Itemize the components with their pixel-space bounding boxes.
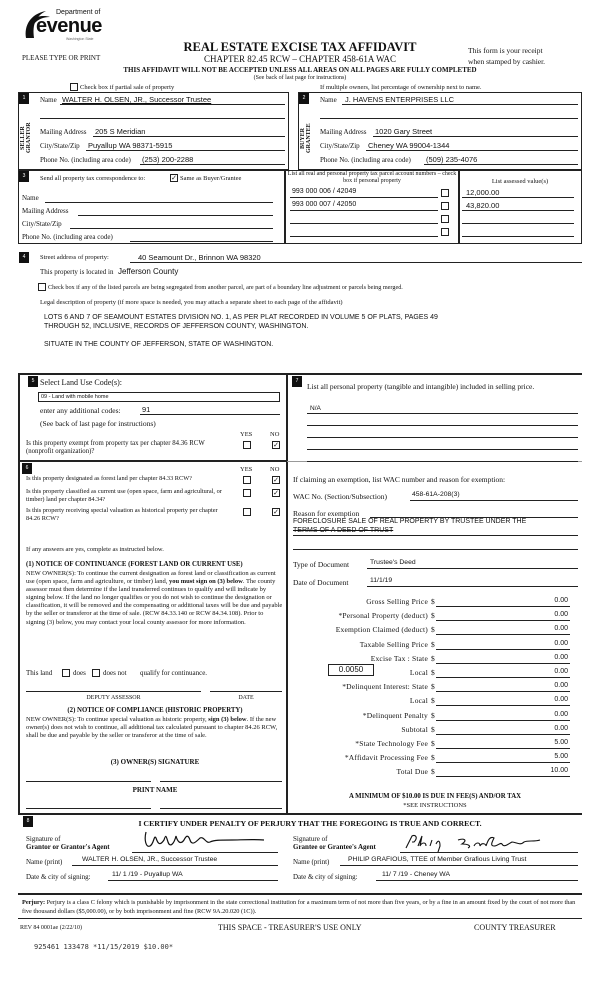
tax-row-line	[436, 734, 570, 735]
tax-row-line	[436, 705, 570, 706]
grantor-sig-label-1: Signature of	[26, 835, 61, 843]
perjury-bottom-rule	[18, 918, 582, 919]
certify-top-rule	[18, 813, 582, 815]
street-field[interactable]: 40 Seamount Dr., Brinnon WA 98320	[138, 253, 261, 262]
tax-row-value[interactable]: 0.00	[554, 724, 568, 732]
seller-name-label: Name	[40, 96, 57, 104]
tax-row-label: *Personal Property (deduct)	[338, 611, 428, 621]
deputy-assessor-label: DEPUTY ASSESSOR	[86, 695, 141, 701]
tax-row-value[interactable]: 0.00	[554, 597, 568, 604]
exempt-question: Is this property exempt from property tax per chapter 84.36 RCW (nonprofit organization)?	[26, 440, 205, 455]
buyer-city-label: City/State/Zip	[320, 142, 360, 150]
reason-line-2	[293, 549, 578, 550]
buyer-mailing-label: Mailing Address	[320, 128, 367, 136]
assessed-value-line	[462, 236, 574, 237]
tax-row-value[interactable]: 0.00	[554, 639, 568, 647]
tax-row-line	[436, 762, 570, 763]
section-6-yes-checkbox[interactable]	[243, 489, 251, 497]
deputy-assessor-line[interactable]	[26, 691, 201, 692]
treasurer-space: THIS SPACE - TREASURER'S USE ONLY	[218, 923, 362, 932]
tax-row-line	[436, 720, 570, 721]
grantee-signature[interactable]	[402, 832, 552, 852]
s6-yes-header: YES	[240, 466, 253, 473]
additional-codes-field[interactable]: 91	[142, 405, 151, 414]
warning-banner: THIS AFFIDAVIT WILL NOT BE ACCEPTED UNLESS ALL AREAS ON ALL PAGES ARE FULLY COMPLETED	[123, 66, 477, 74]
receipt-note-2: when stamped by cashier.	[468, 57, 546, 66]
tax-row-line	[436, 663, 570, 664]
buyer-side-text-1: BUYER	[300, 127, 306, 149]
buyer-name-line	[342, 104, 578, 105]
buyer-name-label: Name	[320, 96, 337, 104]
tax-row-label: Total Due	[396, 767, 428, 777]
section-6-no-checkbox[interactable]: ✓	[273, 476, 279, 484]
does-checkbox[interactable]	[62, 669, 70, 677]
exempt-yes-checkbox[interactable]	[243, 441, 251, 449]
corr-phone-field[interactable]	[130, 241, 273, 242]
notice2-text-bold: sign (3) below	[208, 716, 247, 723]
tax-row-value[interactable]: 0.00	[554, 653, 568, 661]
tax-row-value[interactable]: 0.00	[554, 668, 568, 675]
lower-top-rule	[18, 373, 582, 375]
section-5-badge: 5	[28, 376, 38, 387]
corr-city-label: City/State/Zip	[22, 220, 62, 228]
notice2-text-b: . If the new owner(s) does not wish to continue, all additional tax calculated pursuant to chapter 84.26 RCW, shall be due and payable by the seller or transferor at the time of sale.	[26, 716, 278, 739]
personal-property-checkbox[interactable]	[441, 189, 449, 197]
land-use-label: Select Land Use Code(s):	[40, 378, 122, 387]
personal-property-line	[307, 425, 578, 426]
section-6-no-checkbox[interactable]: ✓	[273, 508, 279, 516]
multiple-owners-note: If multiple owners, list percentage of ownership next to name.	[320, 84, 482, 91]
seller-side-text-1: SELLER	[20, 126, 26, 150]
grantor-name-line	[72, 865, 278, 866]
grantor-signature[interactable]	[140, 826, 270, 852]
grantee-name-line	[340, 865, 578, 866]
buyer-side-text-2: GRANTEE	[306, 123, 312, 153]
grantor-date-label: Date & city of signing:	[26, 873, 91, 881]
section-6-question: Is this property receiving special valuation as historical property per chapter 84.26 RCW?	[26, 507, 218, 522]
parcel-number[interactable]: 993 000 007 / 42050	[292, 201, 357, 208]
grantee-name-label: Name (print)	[293, 858, 330, 866]
same-as-buyer-checkbox[interactable]: ✓	[171, 174, 177, 182]
print-name-line-2[interactable]	[160, 808, 282, 809]
perjury-text: Perjury is a class C felony which is punishable by imprisonment in the state correctional institution for a maximum term of not more than five years, or by a fine in an amount fixed by the court of not more than five thousand dollars ($5,000.00), or by both imprisonment and fine (RCW 9A.20.020 (1C)).	[22, 899, 576, 915]
tax-row-line	[436, 677, 570, 678]
currency-symbol: $	[431, 682, 435, 692]
tax-row-line	[436, 634, 570, 635]
lower-center-divider	[286, 373, 288, 813]
grantee-date-line	[376, 880, 578, 881]
located-label: This property is located in	[40, 268, 114, 276]
street-label: Street address of property:	[40, 254, 109, 261]
grantee-date-field[interactable]: 11/ 7 /19 - Cheney WA	[382, 871, 451, 878]
segregated-label: Check box if any of the listed parcels are being segregated from another parcel, are part of a boundary line adjustment or parcels being merged.	[48, 284, 403, 291]
grantee-sig-label-2: Grantee or Grantee's Agent	[293, 843, 376, 851]
tax-row-line	[436, 691, 570, 692]
section-3-badge: 3	[19, 171, 29, 182]
corr-mailing-field[interactable]	[78, 215, 273, 216]
personal-property-entry[interactable]: N/A	[310, 405, 321, 412]
tax-row-label: Excise Tax : State	[370, 653, 428, 663]
please-type: PLEASE TYPE OR PRINT	[22, 54, 101, 62]
currency-symbol: $	[431, 639, 435, 649]
personal-property-line	[307, 461, 578, 462]
values-header: List assessed value(s)	[491, 178, 549, 185]
tax-row-value[interactable]: 0.00	[554, 611, 568, 619]
personal-property-checkbox[interactable]	[441, 215, 449, 223]
currency-symbol: $	[431, 696, 435, 706]
tax-row-label: *State Technology Fee	[355, 739, 428, 748]
wac-label: WAC No. (Section/Subsection)	[293, 492, 387, 501]
assessed-value-line	[462, 210, 574, 211]
doc-type-line	[367, 568, 578, 569]
buyer-phone-field[interactable]: (509) 235-4076	[426, 155, 478, 164]
receipt-note-1: This form is your receipt	[468, 46, 543, 55]
partial-sale-label: Check box if partial sale of property	[80, 84, 175, 91]
county-field[interactable]: Jefferson County	[118, 267, 179, 276]
parcels-header: List all real and personal property tax parcel account numbers – check box if personal property	[287, 171, 457, 184]
owner-signature-line-1[interactable]	[26, 781, 151, 782]
tax-row-value[interactable]: 10.00	[550, 767, 568, 775]
does-not-checkbox[interactable]	[92, 669, 100, 677]
wac-field[interactable]: 458-61A-208(3)	[412, 491, 460, 498]
seller-phone-field[interactable]: (253) 200-2288	[142, 155, 194, 164]
seller-mailing-field[interactable]: 205 S Meridian	[95, 127, 146, 136]
seller-mailing-label: Mailing Address	[40, 128, 87, 136]
tax-row-line	[436, 748, 570, 749]
additional-codes-line	[140, 414, 280, 415]
seller-side-text-2: GRANTOR	[26, 122, 32, 154]
parcel-number-line	[290, 223, 438, 224]
currency-symbol: $	[431, 611, 435, 621]
tax-row-label: *Delinquent Penalty	[362, 710, 428, 720]
seller-city-line	[86, 150, 285, 151]
perjury-top-rule	[18, 893, 582, 895]
notice1-text-a: NEW OWNER(S): To continue the current designation as forest land or classification as current use (open space, farm and agriculture, or timber) land,	[26, 570, 276, 586]
currency-symbol: $	[431, 625, 435, 635]
tax-row-label: Exemption Claimed (deduct)	[335, 625, 428, 635]
section-8-badge: 8	[23, 816, 33, 827]
wac-line	[410, 500, 578, 501]
doc-type-field[interactable]: Trustee's Deed	[370, 559, 416, 566]
land-use-yes-header: YES	[240, 431, 253, 438]
section-7-badge: 7	[292, 376, 302, 387]
grantee-name-field[interactable]: PHILIP GRAFIOUS, TTEE of Member Grafious Living Trust	[348, 856, 527, 863]
tax-row-label: *Affidavit Processing Fee	[344, 753, 428, 763]
land-use-no-header: NO	[270, 431, 280, 438]
dor-logo	[22, 8, 112, 48]
tax-row-label: Taxable Selling Price	[359, 639, 428, 649]
seller-phone-line	[140, 164, 285, 165]
exemption-intro: If claiming an exemption, list WAC number and reason for exemption:	[293, 475, 506, 484]
grantee-sig-line	[400, 852, 578, 853]
print-name-label: PRINT NAME	[132, 786, 178, 794]
personal-property-label: List all personal property (tangible and intangible) included in selling price.	[307, 382, 535, 391]
tax-row-value[interactable]: 0.00	[554, 710, 568, 718]
additional-codes-label: enter any additional codes:	[40, 406, 121, 415]
county-treasurer: COUNTY TREASURER	[474, 923, 556, 932]
land-use-select[interactable]: 09 - Land with mobile home	[38, 392, 280, 402]
tax-row-label: Subtotal	[401, 724, 428, 734]
currency-symbol: $	[431, 753, 435, 763]
reason-field-2[interactable]: TERMS OF A DEED OF TRUST	[293, 527, 394, 534]
section-1-badge: 1	[19, 93, 29, 104]
currency-symbol: $	[431, 724, 435, 734]
section-6-rule	[18, 460, 286, 462]
currency-symbol: $	[431, 767, 435, 777]
assessed-value-line	[462, 223, 574, 224]
tax-row-value[interactable]: 5.00	[554, 753, 568, 761]
tax-row-label: Local	[409, 696, 428, 706]
doc-date-field[interactable]: 11/1/19	[370, 577, 393, 584]
grantor-name-label: Name (print)	[26, 858, 63, 866]
perjury-notice	[22, 898, 582, 916]
corr-phone-label: Phone No. (including area code)	[22, 233, 113, 241]
section-6-yes-checkbox[interactable]	[243, 508, 251, 516]
land-use-see-back: (See back of last page for instructions)	[40, 419, 156, 428]
grantor-date-field[interactable]: 11/ 1 /19 - Puyallup WA	[112, 871, 183, 878]
personal-property-line	[307, 449, 578, 450]
grantee-sig-label-1: Signature of	[293, 835, 328, 843]
section-6-question: Is this property designated as forest land per chapter 84.33 RCW?	[26, 475, 192, 482]
s6-if-yes: If any answers are yes, complete as instructed below.	[26, 546, 164, 553]
personal-property-checkbox[interactable]	[441, 202, 449, 210]
reason-field-1[interactable]: FORECLOSURE SALE OF REAL PROPERTY BY TRUSTEE UNDER THE	[293, 518, 527, 525]
assessor-date-line[interactable]	[210, 691, 282, 692]
assessed-value-line	[462, 197, 574, 198]
notice2-body	[26, 716, 284, 740]
legal-desc-line-2[interactable]: THROUGH 52, INCLUSIVE, RECORDS OF JEFFERSON COUNTY, WASHINGTON.	[44, 323, 309, 330]
seller-name-line	[60, 104, 285, 105]
same-as-buyer-label: Same as Buyer/Grantee	[180, 175, 242, 182]
corr-mailing-label: Mailing Address	[22, 207, 69, 215]
buyer-name-field[interactable]: J. HAVENS ENTERPRISES LLC	[345, 95, 455, 104]
seller-city-field[interactable]: Puyallup WA 98371-5915	[88, 141, 173, 150]
partial-sale-checkbox[interactable]	[70, 83, 78, 91]
corr-name-field[interactable]	[45, 202, 273, 203]
see-instructions: *SEE INSTRUCTIONS	[403, 802, 467, 809]
legal-desc-line-3[interactable]: SITUATE IN THE COUNTY OF JEFFERSON, STATE OF WASHINGTON.	[44, 341, 274, 348]
seller-name2-line[interactable]	[40, 118, 285, 119]
notice1-body	[26, 570, 284, 627]
parcel-number-line	[290, 236, 438, 237]
parcel-number-line	[290, 210, 438, 211]
owner-signature-label: (3) OWNER(S) SIGNATURE	[110, 758, 200, 766]
assessed-value[interactable]: 43,820.00	[466, 201, 500, 210]
notice1-text-b: . The county assessor must then determine if the land transferred continues to qualify and will indicate by signing below. If the land no longer qualifies or you do not wish to continue the designation or classification, it will be removed and the compensating or additional taxes will be due and payable by the seller or transferor at the time of sale. (RCW 84.33.140 or RCW 84.34.108). Prior to signing (3) below, you may contact your local county assessor for more information.	[26, 578, 283, 626]
minimum-note: A MINIMUM OF $10.00 IS DUE IN FEE(S) AND/OR TAX	[348, 793, 522, 800]
tax-row-label: Local	[409, 668, 428, 677]
segregated-checkbox[interactable]	[38, 283, 46, 291]
corr-name-label: Name	[22, 194, 39, 202]
currency-symbol: $	[431, 597, 435, 606]
legal-desc-line-1[interactable]: LOTS 6 AND 7 OF SEAMOUNT ESTATES DIVISION NO. 1, AS PER PLAT RECORDED IN VOLUME 5 OF PLATS, PAGES 49	[44, 314, 438, 321]
tax-row-label: Gross Selling Price	[366, 597, 428, 606]
logo-dept-text: Department of	[56, 9, 101, 16]
assessor-date-label: DATE	[238, 695, 254, 701]
tax-row-value[interactable]: 5.00	[554, 739, 568, 746]
notice2-title: (2) NOTICE OF COMPLIANCE (HISTORIC PROPERTY)	[67, 707, 243, 714]
notice2-text-a: NEW OWNER(S): To continue special valuation as historic property,	[26, 716, 209, 723]
parcel-col-divider	[284, 170, 286, 244]
doc-date-line	[367, 586, 578, 587]
tax-row-line	[436, 620, 570, 621]
seller-city-label: City/State/Zip	[40, 142, 80, 150]
personal-property-line	[307, 437, 578, 438]
buyer-city-line	[366, 150, 578, 151]
tax-row-value[interactable]: 0.00	[554, 625, 568, 633]
grantor-date-line	[108, 880, 278, 881]
grantor-name-field[interactable]: WALTER H. OLSEN, JR., Successor Trustee	[82, 856, 218, 863]
rev-number: REV 84 0001ae (2/22/10)	[20, 925, 83, 931]
section-6-no-checkbox[interactable]: ✓	[273, 489, 279, 497]
exempt-no-checkbox[interactable]: ✓	[273, 441, 279, 449]
reason-line-1	[293, 535, 578, 536]
qualify-label: qualify for continuance.	[140, 669, 208, 677]
buyer-mailing-field[interactable]: 1020 Gary Street	[375, 127, 433, 136]
section-6-badge: 6	[22, 463, 32, 474]
parcel-number-line	[290, 197, 438, 198]
currency-symbol: $	[431, 653, 435, 663]
certify-statement: I CERTIFY UNDER PENALTY OF PERJURY THAT THE FOREGOING IS TRUE AND CORRECT.	[138, 819, 482, 828]
this-land-label: This land	[26, 669, 53, 677]
reason-label: Reason for exemption	[293, 509, 360, 518]
correspondence-label: Send all property tax correspondence to:	[40, 175, 146, 182]
buyer-mailing-line	[373, 136, 578, 137]
doc-date-label: Date of Document	[293, 578, 349, 587]
grantee-date-label: Date & city of signing:	[293, 873, 358, 881]
street-line	[130, 262, 582, 263]
seller-name-field[interactable]: WALTER H. OLSEN, JR., Successor Trustee	[62, 95, 212, 104]
owner-signature-line-2[interactable]	[160, 781, 282, 782]
does-not-label: does not	[103, 669, 127, 677]
tax-row-label: *Delinquent Interest: State	[342, 682, 428, 692]
perjury-bold: Perjury:	[22, 899, 46, 906]
does-label: does	[73, 669, 86, 677]
buyer-city-field[interactable]: Cheney WA 99004-1344	[368, 141, 450, 150]
section-2-badge: 2	[299, 93, 309, 104]
section-4-badge: 4	[19, 252, 29, 263]
currency-symbol: $	[431, 710, 435, 720]
local-rate-box[interactable]: 0.0050	[328, 664, 374, 676]
s6-no-header: NO	[270, 466, 280, 473]
section-6-yes-checkbox[interactable]	[243, 476, 251, 484]
logo-sub-text: Washington State	[66, 37, 94, 41]
print-name-line-1[interactable]	[26, 808, 151, 809]
seller-mailing-line	[93, 136, 285, 137]
tax-row-line	[436, 776, 570, 777]
grantor-sig-label-2: Grantor or Grantor's Agent	[26, 843, 110, 851]
tax-row-value[interactable]: 0.00	[554, 696, 568, 704]
notice1-text-bold: you must sign on (3) below	[168, 578, 243, 586]
personal-property-line	[307, 413, 578, 414]
tax-row-value[interactable]: 0.00	[554, 682, 568, 690]
seller-phone-label: Phone No. (including area code)	[40, 156, 131, 164]
logo-revenue-text: evenue	[36, 15, 102, 37]
form-title: REAL ESTATE EXCISE TAX AFFIDAVIT	[183, 40, 417, 54]
form-chapter: CHAPTER 82.45 RCW – CHAPTER 458-61A WAC	[204, 54, 396, 64]
buyer-phone-line	[424, 164, 578, 165]
lower-left-border	[18, 373, 20, 813]
see-back-note: (See back of last page for instructions)	[253, 75, 347, 81]
assessed-value[interactable]: 12,000.00	[466, 188, 500, 197]
tax-row-line	[436, 606, 570, 607]
legal-desc-label: Legal description of property (if more space is needed, you may attach a separate sheet to each page of the affidavit)	[40, 299, 343, 306]
notice1-title: (1) NOTICE OF CONTINUANCE (FOREST LAND OR CURRENT USE)	[26, 561, 243, 568]
seller-side-label	[20, 116, 34, 160]
parcel-number[interactable]: 993 000 006 / 42049	[292, 188, 357, 195]
currency-symbol: $	[431, 668, 435, 677]
currency-symbol: $	[431, 739, 435, 748]
buyer-phone-label: Phone No. (including area code)	[320, 156, 411, 164]
grantor-sig-line	[132, 852, 278, 853]
tax-row-line	[436, 649, 570, 650]
buyer-side-label	[300, 116, 314, 160]
corr-city-field[interactable]	[70, 228, 273, 229]
doc-type-label: Type of Document	[293, 560, 350, 569]
personal-property-checkbox[interactable]	[441, 228, 449, 236]
section-6-question: Is this property classified as current use (open space, farm and agricultural, or timber) land per chapter 84.34?	[26, 488, 222, 503]
treasurer-stamp: 925461 133478 *11/15/2019 $10.00*	[34, 943, 174, 951]
buyer-name2-line[interactable]	[320, 118, 578, 119]
